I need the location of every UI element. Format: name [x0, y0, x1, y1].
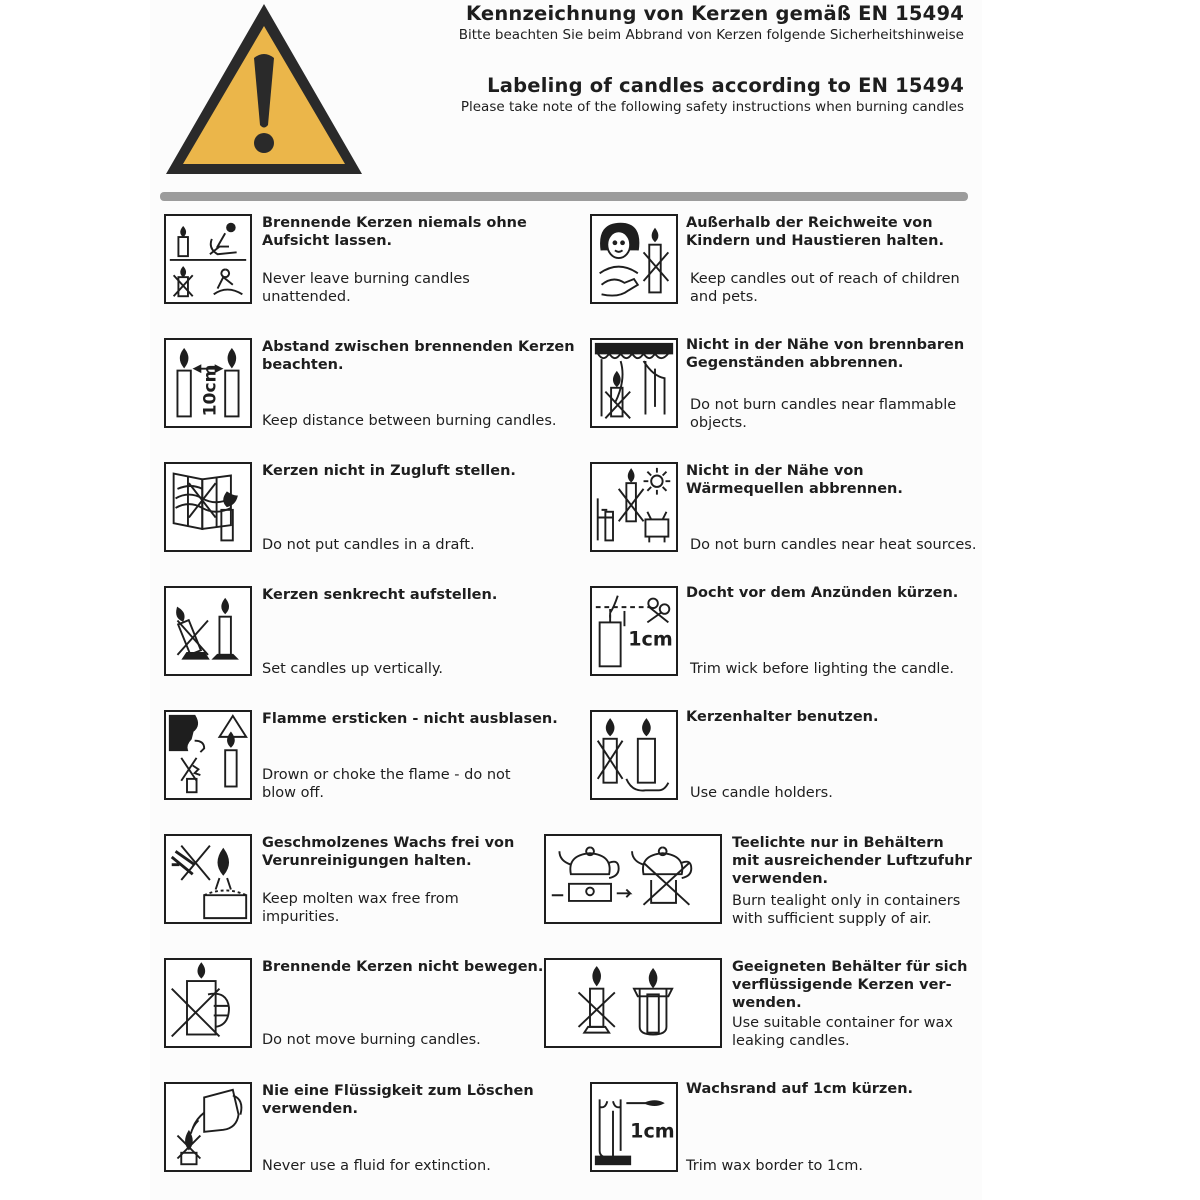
item-7-de: Kerzen senkrecht aufstellen. — [262, 587, 498, 603]
item-2-de: Außerhalb der Reichweite von Kindern und Haustieren halten. — [686, 215, 944, 249]
item-3-de: Abstand zwischen brennenden Kerzen beachten. — [262, 339, 575, 373]
molten-wax-icon — [164, 834, 252, 924]
header-german — [459, 2, 964, 43]
item-9-en: Drown or choke the flame - do not blow off. — [262, 767, 511, 801]
item-1-en: Never leave burning candles unattended. — [262, 271, 470, 305]
item-1-de: Brennende Kerzen niemals ohne Aufsicht lassen. — [262, 215, 527, 249]
header-de-title: Kennzeichnung von Kerzen gemäß EN 15494 — [465, 2, 964, 25]
item-4-de: Nicht in der Nähe von brennbaren Gegenständen abbrennen. — [686, 337, 965, 371]
draft-window-icon — [164, 462, 252, 552]
item-9-de: Flamme ersticken - nicht ausblasen. — [262, 711, 558, 727]
wax-container-icon — [544, 958, 722, 1048]
item-8-de: Docht vor dem Anzünden kürzen. — [686, 585, 959, 601]
header-divider — [160, 192, 968, 201]
item-15-de: Nie eine Flüssigkeit zum Löschen verwenden. — [262, 1083, 534, 1117]
item-14-de: Geeigneten Behälter für sich verflüssigende Kerzen ver- wenden. — [732, 959, 968, 1011]
candle-holder-icon — [590, 710, 678, 800]
curtain-candle-icon — [590, 338, 678, 428]
trim-wax-border-icon — [590, 1082, 678, 1172]
tealight-container-icon — [544, 834, 722, 924]
item-16-en: Trim wax border to 1cm. — [686, 1158, 863, 1174]
item-13-en: Do not move burning candles. — [262, 1032, 481, 1048]
item-5-en: Do not put candles in a draft. — [262, 537, 475, 553]
header-english — [461, 74, 964, 115]
item-15-en: Never use a fluid for extinction. — [262, 1158, 491, 1174]
item-16-de: Wachsrand auf 1cm kürzen. — [686, 1081, 914, 1097]
item-14-en: Use suitable container for wax leaking candles. — [732, 1015, 953, 1049]
item-11-en: Keep molten wax free from impurities. — [262, 891, 459, 925]
heat-source-icon — [590, 462, 678, 552]
item-8-en: Trim wick before lighting the candle. — [690, 661, 954, 677]
header-en-subtitle: Please take note of the following safety instructions when burning candles — [460, 99, 964, 115]
item-5-de: Kerzen nicht in Zugluft stellen. — [262, 463, 516, 479]
item-7-en: Set candles up vertically. — [262, 661, 444, 677]
item-10-de: Kerzenhalter benutzen. — [686, 709, 879, 725]
child-pet-candle-icon — [590, 214, 678, 304]
item-13-de: Brennende Kerzen nicht bewegen. — [262, 959, 544, 975]
unattended-candle-icon — [164, 214, 252, 304]
item-4-en: Do not burn candles near flammable objects. — [690, 397, 957, 431]
move-candle-icon — [164, 958, 252, 1048]
item-12-en: Burn tealight only in containers with sufficient supply of air. — [732, 893, 961, 927]
trim-wick-icon — [590, 586, 678, 676]
header-en-title: Labeling of candles according to EN 15494 — [487, 74, 964, 97]
item-6-en: Do not burn candles near heat sources. — [690, 537, 977, 553]
candle-distance-icon — [164, 338, 252, 428]
wax-border-label: 1cm — [630, 1119, 675, 1143]
item-10-en: Use candle holders. — [690, 785, 833, 801]
no-fluid-icon — [164, 1082, 252, 1172]
distance-label: 10cm — [200, 364, 221, 417]
item-3-en: Keep distance between burning candles. — [262, 413, 557, 429]
item-12-de: Teelichte nur in Behältern mit ausreichender Luftzufuhr verwenden. — [732, 835, 972, 887]
item-2-en: Keep candles out of reach of children and pets. — [690, 271, 960, 305]
item-11-de: Geschmolzenes Wachs frei von Verunreinigungen halten. — [262, 835, 515, 869]
vertical-candle-icon — [164, 586, 252, 676]
snuff-flame-icon — [164, 710, 252, 800]
item-6-de: Nicht in der Nähe von Wärmequellen abbrennen. — [686, 463, 903, 497]
trim-wick-label: 1cm — [628, 627, 673, 651]
warning-triangle-icon — [162, 0, 366, 178]
header-de-subtitle: Bitte beachten Sie beim Abbrand von Kerzen folgende Sicherheitshinweise — [458, 27, 964, 43]
